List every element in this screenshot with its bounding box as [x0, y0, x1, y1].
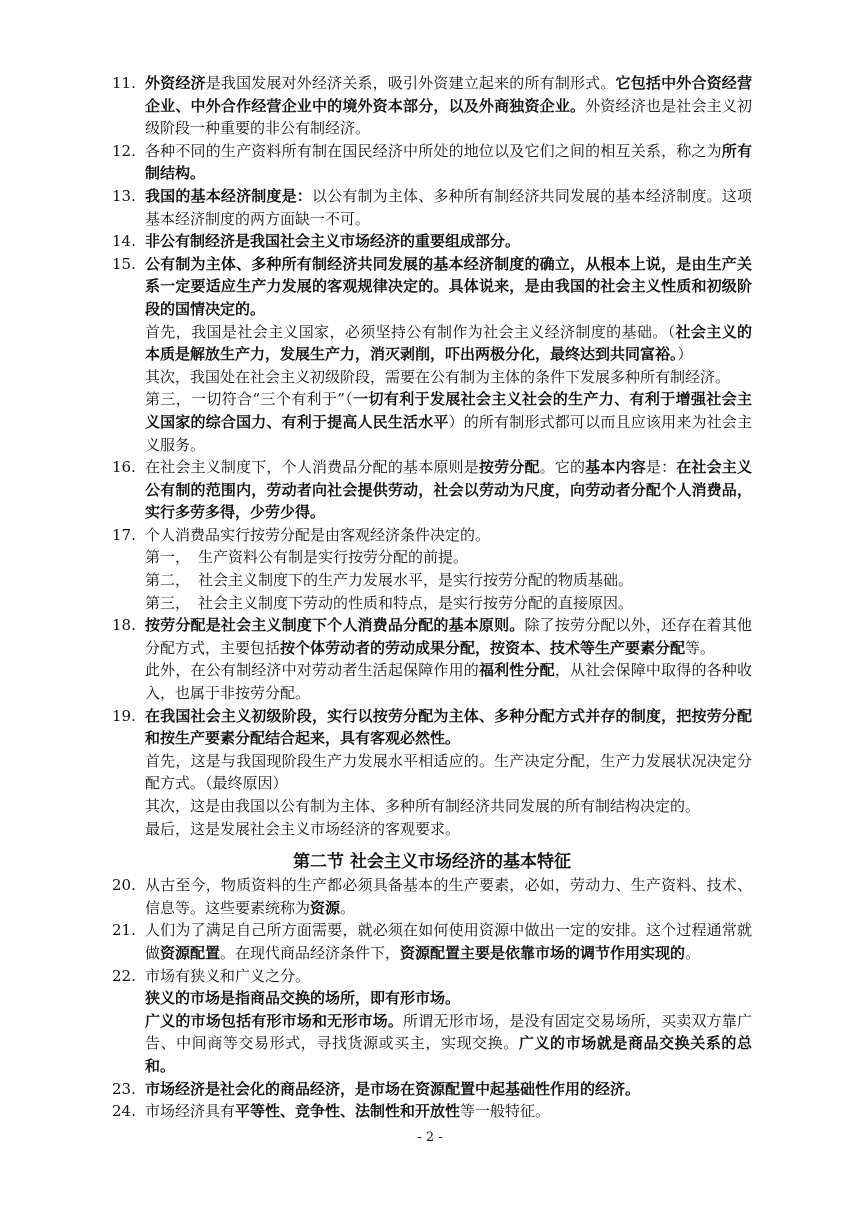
item-number [112, 321, 145, 366]
sub-point [112, 569, 752, 592]
text-segment: 。 [685, 943, 701, 962]
list-paragraph [112, 659, 752, 704]
item-text [145, 818, 752, 841]
item-number: 15. [112, 254, 136, 273]
bold-text: 所有制结构。 [145, 141, 752, 183]
text-segment: 所谓无形市场，是没有固定交易场所，买卖双方靠广告、中间商等交易形式，寻找货源或买主，实现交换。 [145, 1011, 752, 1053]
item-text [145, 524, 752, 547]
bold-text: 按劳分配是社会主义制度下个人消费品分配的基本原则。 [145, 616, 525, 635]
bold-text: 在社会主义公有制的范围内，劳动者向社会提供劳动，社会以劳动为尺度，向劳动者分配个人消费品，实行多劳多得，少劳少得。 [145, 458, 752, 522]
list-paragraph [112, 366, 752, 389]
text-segment: 。它的 [539, 458, 586, 477]
item-number: 20. [112, 876, 136, 895]
sub-point-text: 社会主义制度下的生产力发展水平，是实行按劳分配的物质基础。 [198, 571, 634, 590]
item-text [145, 388, 752, 456]
bold-text: 基本内容 [585, 458, 646, 477]
item-text [145, 750, 752, 795]
list-item [112, 1100, 752, 1123]
text-segment: 各种不同的生产资料所有制在国民经济中所处的地位以及它们之间的相互关系，称之为 [145, 141, 722, 160]
item-text [145, 795, 752, 818]
item-text [145, 1010, 752, 1078]
bold-text: 按劳分配 [478, 458, 540, 477]
list-item [112, 72, 752, 140]
item-text [145, 253, 752, 321]
text-segment: 市场经济具有 [145, 1102, 236, 1121]
text-segment: 人们为了满足自己所方面需要，就必须在如何使用资源中做出一定的安排。这个过程通常就做 [145, 921, 752, 962]
item-number [112, 987, 145, 1010]
bold-text: 按个体劳动者的劳动成果分配，按资本、技术等生产要素分配 [280, 638, 686, 657]
list-item [112, 253, 752, 321]
list-paragraph [112, 388, 752, 456]
bold-text: 广义的市场包括有形市场和无形市场。 [145, 1011, 404, 1030]
text-segment: 是： [645, 458, 677, 477]
sub-point [112, 592, 752, 615]
text-segment: 首先，这是与我国现阶段生产力发展水平相适应的。生产决定分配，生产力发展状况决定分配方式。（最终原因） [145, 751, 752, 793]
text-segment: 除了按劳分配以外，还存在着其他分配方式，主要包括 [145, 616, 752, 657]
item-text [145, 366, 752, 389]
item-number: 22. [112, 966, 136, 985]
text-segment: ） [677, 345, 693, 364]
list-paragraph [112, 321, 752, 366]
item-number: 11. [112, 74, 136, 92]
item-number [112, 818, 145, 841]
text-segment: 此外，在公有制经济中对劳动者生活起保障作用的 [145, 661, 479, 680]
text-segment: 在社会主义制度下，个人消费品分配的基本原则是 [145, 458, 479, 477]
list-item [112, 456, 752, 524]
text-segment: ，从社会保障中取得的各种收入，也属于非按劳分配。 [145, 661, 752, 703]
item-text [145, 874, 752, 919]
list-paragraph [112, 987, 752, 1010]
text-segment: 其次，这是由我国以公有制为主体、多种所有制经济共同发展的所有制结构决定的。 [145, 797, 701, 815]
item-text [145, 72, 752, 140]
list-item [112, 1078, 752, 1101]
list-paragraph [112, 818, 752, 841]
list-paragraph [112, 795, 752, 818]
bold-text: 资源 [310, 898, 341, 917]
sub-point-label: 第三， [145, 593, 191, 612]
item-number: 24. [112, 1102, 136, 1121]
list-paragraph [112, 750, 752, 795]
bold-text: 一切有利于发展社会主义社会的生产力、有利于增强社会主义国家的综合国力、有利于提高人民生活水平 [145, 390, 752, 431]
item-text [145, 659, 752, 704]
list-item [112, 230, 752, 253]
item-number: 13. [112, 186, 136, 205]
text-segment: 外资经济也是社会主义初级阶段一种重要的非公有制经济。 [145, 96, 752, 138]
bold-text: 广义的市场就是商品交换关系的总和。 [145, 1034, 752, 1075]
item-number: 23. [112, 1079, 136, 1098]
item-number [112, 388, 145, 456]
item-text [145, 919, 752, 964]
list-item [112, 919, 752, 964]
text-segment: 等一般特征。 [460, 1102, 551, 1121]
bold-text: 社会主义的本质是解放生产力，发展生产力，消灭剥削，吓出两极分化，最终达到共同富裕。 [145, 322, 752, 364]
sub-point [112, 546, 752, 569]
item-number: 14. [112, 232, 136, 251]
bold-text: 资源配置 [160, 943, 221, 962]
item-text [145, 965, 752, 988]
item-number: 19. [112, 706, 136, 725]
bold-text: 资源配置主要是依靠市场的调节作用实现的 [400, 943, 686, 962]
bold-text: 狭义的市场是指商品交换的场所，即有形市场。 [145, 989, 461, 1008]
item-number: 16. [112, 458, 136, 477]
text-segment: 从古至今，物质资料的生产都必须具备基本的生产要素，必如，劳动力、生产资料、技术、信息等。这些要素统称为 [145, 876, 752, 917]
item-number [112, 1010, 145, 1078]
list-item [112, 524, 752, 547]
item-text [145, 456, 752, 524]
item-text [145, 705, 752, 750]
numbered-list-part1 [112, 72, 752, 840]
numbered-list-part2 [112, 874, 752, 1123]
item-number [112, 659, 145, 704]
text-segment: 。 [340, 898, 356, 917]
list-item [112, 705, 752, 750]
list-item [112, 140, 752, 185]
list-paragraph [112, 1010, 752, 1078]
item-number: 12. [112, 141, 136, 160]
page-content [112, 72, 752, 1123]
item-number: 18. [112, 616, 136, 635]
bold-text: 在我国社会主义初级阶段，实行以按劳分配为主体、多种分配方式并存的制度，把按劳分配和按生产要素分配结合起来，具有客观必然性。 [145, 706, 752, 748]
item-text [145, 185, 752, 230]
text-segment: ）的所有制形式都可以而且应该用来为社会主义服务。 [145, 412, 752, 454]
text-segment: 其次，我国处在社会主义初级阶段，需要在公有制为主体的条件下发展多种所有制经济。 [145, 367, 731, 386]
sub-point-label: 第二， [145, 571, 191, 590]
sub-point-text: 社会主义制度下劳动的性质和特点，是实行按劳分配的直接原因。 [198, 593, 634, 612]
bold-text: 市场经济是社会化的商品经济，是市场在资源配置中起基础性作用的经济。 [145, 1079, 641, 1098]
text-segment: 最后，这是发展社会主义市场经济的客观要求。 [145, 819, 461, 838]
item-number [112, 366, 145, 389]
text-segment: 市场有狭义和广义之分。 [145, 966, 311, 985]
bold-text: 公有制为主体、多种所有制经济共同发展的基本经济制度的确立，从根本上说，是由生产关系一定要适应生产力发展的客观规律决定的。具体说来，是由我国的社会主义性质和初级阶段的国情决定的。 [145, 254, 752, 318]
item-text [145, 1100, 752, 1123]
page-number: - 2 - [417, 1130, 443, 1145]
bold-text: 平等性、竞争性、法制性和开放性 [235, 1102, 461, 1121]
list-item [112, 185, 752, 230]
item-text [145, 614, 752, 659]
bold-text: 外资经济 [145, 74, 206, 92]
item-text [145, 230, 752, 253]
text-segment: 个人消费品实行按劳分配是由客观经济条件决定的。 [145, 525, 491, 544]
text-segment: 第三，一切符合“三个有利于”（ [145, 390, 354, 409]
sub-point-text: 生产资料公有制是实行按劳分配的前提。 [198, 548, 469, 567]
section-heading: 第二节 社会主义市场经济的基本特征 [293, 852, 571, 873]
item-number: 21. [112, 921, 136, 940]
bold-text: 我国的基本经济制度是： [145, 186, 312, 205]
item-number [112, 795, 145, 818]
item-number: 17. [112, 525, 136, 544]
text-segment: 。在现代商品经济条件下， [220, 943, 401, 962]
list-item [112, 874, 752, 919]
item-number [112, 750, 145, 795]
text-segment: 等。 [685, 638, 716, 657]
list-item [112, 614, 752, 659]
bold-text: 它包括中外合资经营企业、中外合作经营企业中的境外资本部分，以及外商独资企业。 [145, 74, 752, 115]
bold-text: 非公有制经济是我国社会主义市场经济的重要组成部分。 [145, 232, 521, 251]
item-text [145, 1078, 752, 1101]
bold-text: 福利性分配 [478, 661, 555, 680]
item-text [145, 987, 752, 1010]
item-text [145, 140, 752, 185]
text-segment: 首先，我国是社会主义国家，必须坚持公有制作为社会主义经济制度的基础。（ [145, 322, 676, 341]
list-item [112, 965, 752, 988]
text-segment: 是我国发展对外经济关系，吸引外资建立起来的所有制形式。 [205, 74, 616, 92]
text-segment: 以公有制为主体、多种所有制经济共同发展的基本经济制度。这项基本经济制度的两方面缺一不可。 [145, 186, 752, 228]
item-text [145, 321, 752, 366]
sub-point-label: 第一， [145, 548, 191, 567]
